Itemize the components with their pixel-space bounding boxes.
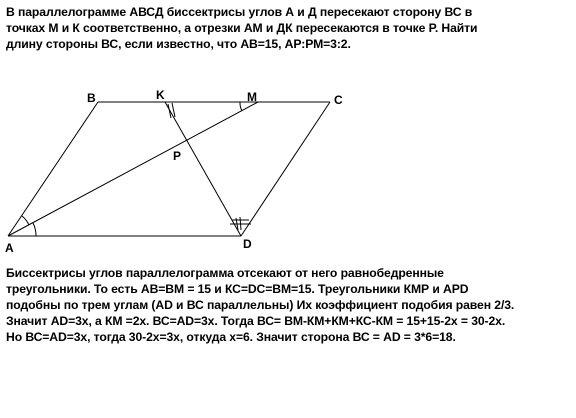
parallelogram-drawing xyxy=(0,80,576,260)
label-point-d: D xyxy=(243,237,252,251)
side-cd xyxy=(241,102,330,236)
label-point-p: P xyxy=(173,149,182,163)
bisector-dk xyxy=(165,102,241,236)
angle-mark-a-outer xyxy=(33,223,36,236)
solution-line: Значит AD=3х, а КМ =2х. ВС=AD=3х. Тогда ВС= ВМ-КМ+КМ+КС-КМ = 15+15-2х = 30-2х. xyxy=(6,314,506,328)
side-ab xyxy=(8,102,98,236)
problem-line: В параллелограмме АВСД биссектрисы углов А и Д пересекают сторону ВС в xyxy=(6,5,473,19)
label-point-k: K xyxy=(156,88,165,102)
solution-text xyxy=(6,265,572,345)
parallelogram-figure xyxy=(0,80,576,260)
label-point-a: A xyxy=(5,241,14,255)
label-point-c: C xyxy=(334,93,343,107)
label-point-m: M xyxy=(247,90,257,104)
angle-mark-m xyxy=(240,102,242,111)
solution-line: Но ВС=AD=3х, тогда 30-2х=3х, откуда х=6. Значит сторона ВС = AD = 3*6=18. xyxy=(6,330,456,344)
solution-line: Биссектрисы углов параллелограмма отсекают от него равнобедренные xyxy=(6,266,444,280)
problem-line: точках М и К соответственно, а отрезки АМ и ДК пересекаются в точке Р. Найти xyxy=(6,21,478,35)
angle-mark-a-inner xyxy=(22,216,29,225)
solution-line: подобны по трем углам (AD и ВС параллельны) Их коэффициент подобия равен 2/3. xyxy=(6,298,515,312)
problem-statement xyxy=(6,4,572,52)
problem-line: длину стороны ВС, если известно, что АВ=15, АР:РМ=3:2. xyxy=(6,37,351,51)
angle-mark-d-4 xyxy=(240,217,241,230)
solution-line: треугольники. То есть АВ=ВМ = 15 и КС=DC=BM=15. Треугольники КМР и APD xyxy=(6,282,469,296)
bisector-am xyxy=(8,102,258,236)
label-point-b: B xyxy=(87,91,96,105)
